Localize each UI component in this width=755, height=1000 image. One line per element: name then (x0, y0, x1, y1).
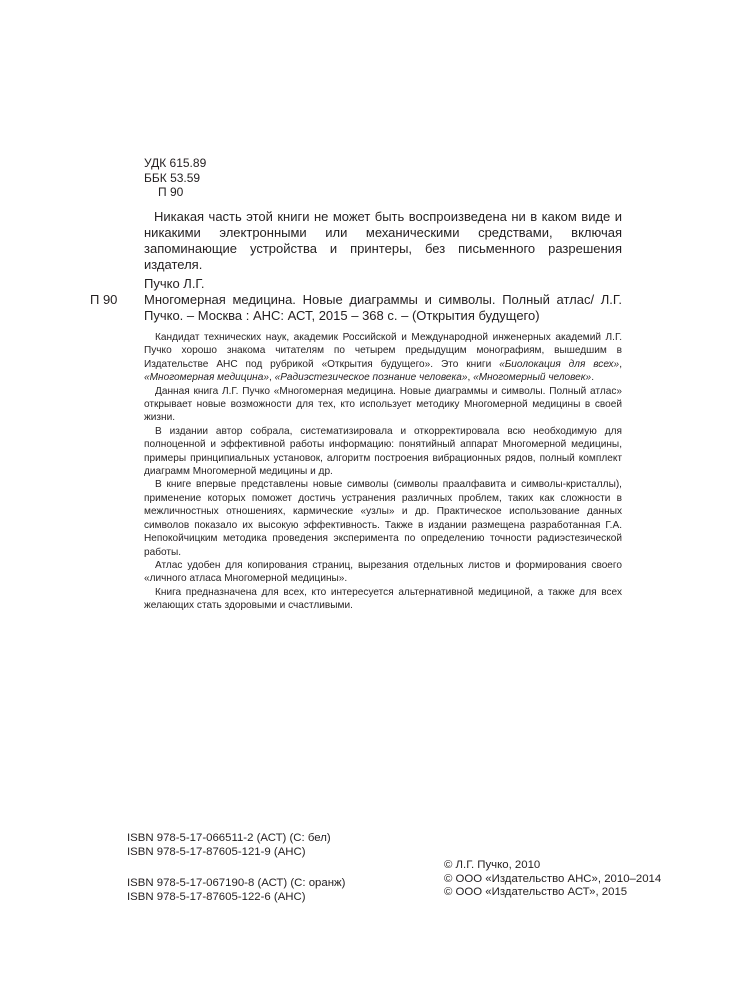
copyright-line: © Л.Г. Пучко, 2010 (444, 859, 541, 871)
bibliographic-description: Многомерная медицина. Новые диаграммы и символы. Полный атлас/ Л.Г. Пучко. – Москва : АНС: АСТ, 2015 – 368 с. – (Открытия будущего) (144, 292, 622, 323)
isbn-list (127, 832, 345, 904)
book-title: «Биолокация для всех» (499, 358, 620, 370)
isbn-line: ISBN 978-5-17-87605-121-9 (АНС) (127, 845, 306, 858)
author-code: П 90 (158, 185, 184, 199)
annotation-paragraph-4: В книге впервые представлены новые символы (символы праалфавита и символы-кристаллы), применение которых поможет достичь устранения различных проблем, таких как сложности в межличностных отношениях, кармические «узлы» и др. Практическое использование данных символов показало их высокую эффективность. Также в издании размещена разработанная Г.А. Непокойчицким методика проведения эксперимента по определению точности радиэстезической работы. (144, 479, 622, 558)
separator: , (268, 372, 275, 384)
author-name: Пучко Л.Г. (144, 276, 205, 291)
copyright-line: © ООО «Издательство АСТ», 2015 (444, 886, 628, 898)
copyright-line: © ООО «Издательство АНС», 2010–2014 (444, 872, 662, 885)
book-title: «Радиэстезическое познание человека» (274, 372, 468, 384)
book-title: «Многомерная медицина» (144, 372, 269, 384)
annotation-paragraph-1 (144, 331, 622, 385)
classification-codes (144, 156, 206, 200)
annotation-paragraph-3: В издании автор собрала, систематизировала и откорректировала всю необходимую для полноценной и эффективной работы информацию: понятийный аппарат Многомерной медицины, примеры принципиальных установок, алгоритм построения вибрационных рядов, полный комплект диаграмм Многомерной медицины и др. (144, 425, 622, 478)
separator: . (591, 372, 594, 384)
isbn-line: ISBN 978-5-17-87605-122-6 (АНС) (127, 890, 306, 903)
book-title: «Многомерный человек» (473, 372, 592, 384)
annotation-paragraph-5: Атлас удобен для копирования страниц, вырезания отдельных листов и формирования своего «личного атласа Многомерной медицины». (144, 559, 622, 585)
udk-code: УДК 615.89 (144, 156, 207, 170)
copyright-lines (444, 859, 661, 900)
index-code: П 90 (90, 292, 118, 307)
isbn-line: ISBN 978-5-17-066511-2 (АСТ) (С: бел) (127, 832, 331, 844)
separator: , (619, 358, 622, 370)
copyright-notice: Никакая часть этой книги не может быть воспроизведена ни в каком виде и никакими электронными или механическими средствами, включая запоминающие устройства и принтеры, без письменного разрешения издателя. (144, 209, 622, 272)
separator: , (467, 372, 474, 384)
isbn-line: ISBN 978-5-17-067190-8 (АСТ) (С: оранж) (127, 877, 346, 889)
bbk-code: ББК 53.59 (144, 170, 201, 185)
annotation-text: Кандидат технических наук, академик Российской и Международной инженерных академий Л.Г. Пучко хорошо знакома читателям по четырем предыдущим монографиям, вышедшим в Издательстве АНС под рубрикой «Открытия будущего». Это книги (144, 332, 622, 370)
annotation (144, 331, 622, 613)
annotation-paragraph-6: Книга предназначена для всех, кто интересуется альтернативной медициной, а также для всех желающих стать здоровыми и счастливыми. (144, 586, 622, 612)
annotation-paragraph-2: Данная книга Л.Г. Пучко «Многомерная медицина. Новые диаграммы и символы. Полный атлас» открывает новые возможности для тех, кто использует методику Многомерной медицины в своей жизни. (144, 385, 622, 424)
